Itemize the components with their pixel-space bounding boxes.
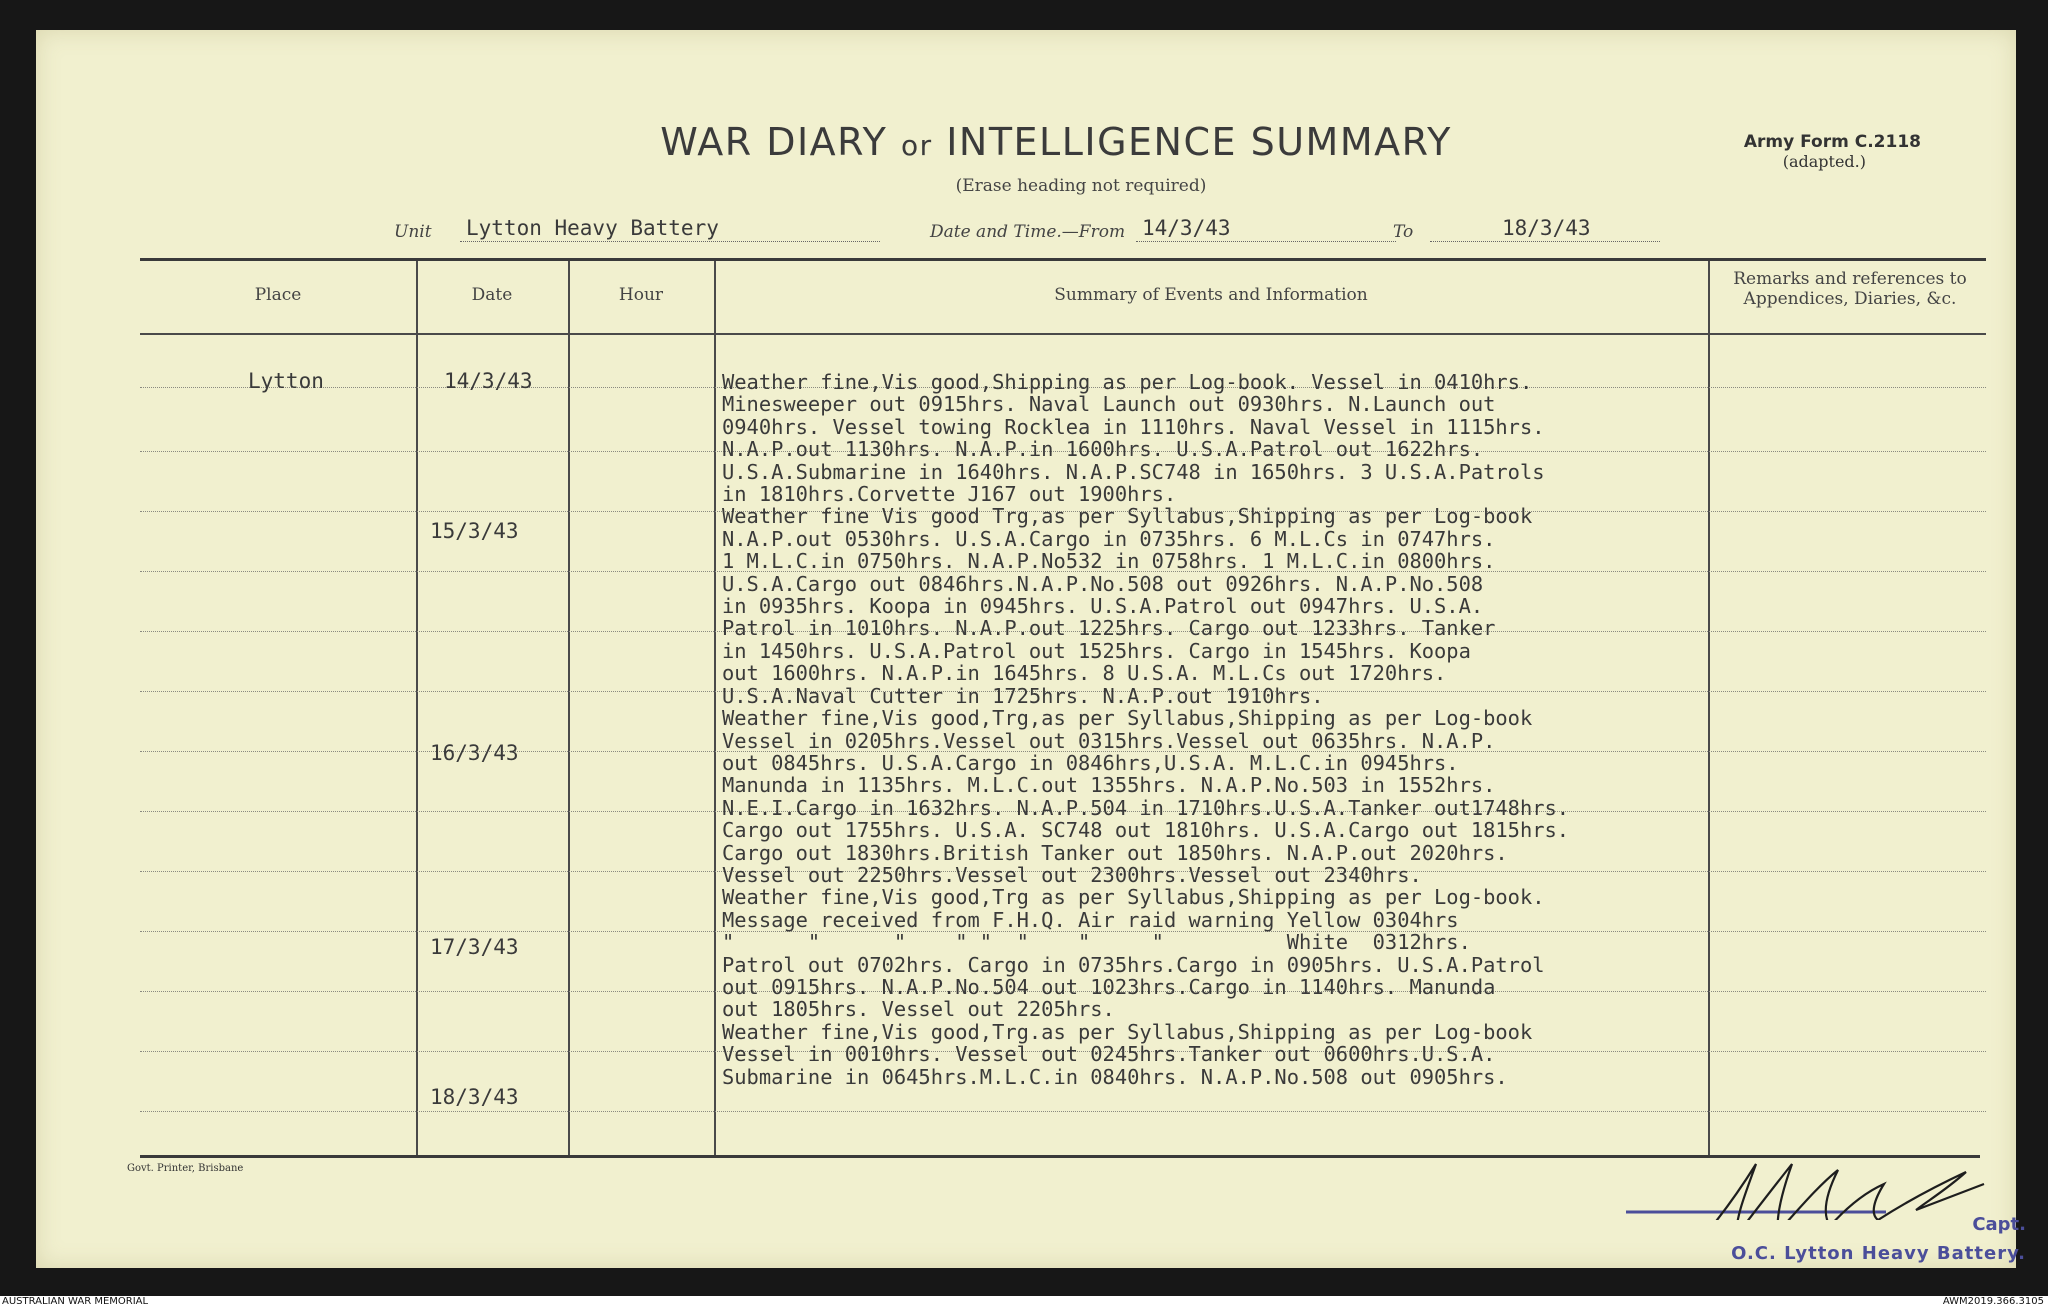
unit-value: Lytton Heavy Battery	[460, 216, 880, 242]
handwritten-signature	[1586, 1140, 2026, 1220]
diary-table	[140, 258, 1986, 1157]
date-cell: 16/3/43	[430, 741, 519, 765]
date-to-value: 18/3/43	[1430, 216, 1660, 242]
archive-name: AUSTRALIAN WAR MEMORIAL	[2, 1296, 149, 1307]
column-header-place: Place	[254, 285, 302, 305]
date-cell: 14/3/43	[444, 369, 533, 393]
archive-footer	[0, 1296, 2048, 1309]
col-divider	[568, 261, 570, 1157]
page-title	[36, 120, 2016, 164]
row-rule	[140, 1111, 1986, 1112]
signature-block	[1586, 1140, 2026, 1280]
column-header-date: Date	[471, 285, 513, 305]
printer-imprint: Govt. Printer, Brisbane	[127, 1163, 244, 1174]
header-rule	[140, 333, 1986, 335]
title-or: or	[900, 129, 933, 162]
signature-rank: Capt.	[1972, 1214, 2026, 1235]
diary-sheet	[36, 30, 2026, 1268]
date-to-label: To	[1393, 222, 1414, 242]
column-header-summary: Summary of Events and Information	[1054, 285, 1368, 305]
col-divider	[714, 261, 716, 1157]
page-subtitle: (Erase heading not required)	[955, 176, 1207, 196]
date-from-label: Date and Time.—From	[930, 222, 1126, 242]
title-rest: INTELLIGENCE SUMMARY	[946, 120, 1452, 164]
place-cell: Lytton	[248, 369, 324, 393]
summary-entries: Weather fine,Vis good,Shipping as per Log-book. Vessel in 0410hrs. Minesweeper out 0915hrs. Naval Launch out 0930hrs. N.Launch out 0940hrs. Vessel towing Rocklea in 1110hrs. Naval Vessel in 1115hrs. N.A.P.out 1130hrs. N.A.P.in 1600hrs. U.S.A.Patrol out 1622hrs. U.S.A.Submarine in 1640hrs. N.A.P.SC748 in 1650hrs. 3 U.S.A.Patrols in 1810hrs.Corvette J167 out 1900hrs. Weather fine Vis good Trg,as per Syllabus,Shipping as per Log-book N.A.P.out 0530hrs. U.S.A.Cargo in 0735hrs. 6 M.L.Cs in 0747hrs. 1 M.L.C.in 0750hrs. N.A.P.No532 in 0758hrs. 1 M.L.C.in 0800hrs. U.S.A.Cargo out 0846hrs.N.A.P.No.508 out 0926hrs. N.A.P.No.508 in 0935hrs. Koopa in 0945hrs. U.S.A.Patrol out 0947hrs. U.S.A. Patrol in 1010hrs. N.A.P.out 1225hrs. Cargo out 1233hrs. Tanker in 1450hrs. U.S.A.Patrol out 1525hrs. Cargo in 1545hrs. Koopa out 1600hrs. N.A.P.in 1645hrs. 8 U.S.A. M.L.Cs out 1720hrs. U.S.A.Naval Cutter in 1725hrs. N.A.P.out 1910hrs. Weather fine,Vis good,Trg,as per Syllabus,Shipping as per Log-book Vessel in 0205hrs.Vessel out 0315hrs.Vessel out 0635hrs. N.A.P. out 0845hrs. U.S.A.Cargo in 0846hrs,U.S.A. M.L.C.in 0945hrs. Manunda in 1135hrs. M.L.C.out 1355hrs. N.A.P.No.503 in 1552hrs. N.E.I.Cargo in 1632hrs. N.A.P.504 in 1710hrs.U.S.A.Tanker out1748hrs. Cargo out 1755hrs. U.S.A. SC748 out 1810hrs. U.S.A.Cargo out 1815hrs. Cargo out 1830hrs.British Tanker out 1850hrs. N.A.P.out 2020hrs. Vessel out 2250hrs.Vessel out 2300hrs.Vessel out 2340hrs. Weather fine,Vis good,Trg as per Syllabus,Shipping as per Log-book. Message received from F.H.Q. Air raid warning Yellow 0304hrs " " " " " " " " White 0312hrs. Patrol out 0702hrs. Cargo in 0735hrs.Cargo in 0905hrs. U.S.A.Patrol out 0915hrs. N.A.P.No.504 out 1023hrs.Cargo in 1140hrs. Manunda out 1805hrs. Vessel out 2205hrs. Weather fine,Vis good,Trg.as per Syllabus,Shipping as per Log-book Vessel in 0010hrs. Vessel out 0245hrs.Tanker out 0600hrs.U.S.A. Submarine in 0645hrs.M.L.C.in 0840hrs. N.A.P.No.508 out 0905hrs.	[722, 370, 1570, 1089]
col-divider	[416, 261, 418, 1157]
date-cell: 17/3/43	[430, 935, 519, 959]
unit-label: Unit	[394, 222, 432, 242]
column-header-hour: Hour	[618, 285, 664, 305]
form-adapted: (adapted.)	[1782, 152, 1866, 171]
title-main: WAR DIARY	[660, 120, 888, 164]
date-from-value: 14/3/43	[1136, 216, 1396, 242]
archive-reference: AWM2019.366.3105	[1942, 1296, 2044, 1307]
date-cell: 18/3/43	[430, 1085, 519, 1109]
signature-title: O.C. Lytton Heavy Battery.	[1731, 1243, 2026, 1264]
column-header-remarks: Remarks and references to Appendices, Diaries, &c.	[1733, 269, 1967, 309]
form-number: Army Form C.2118	[1743, 132, 1921, 152]
date-cell: 15/3/43	[430, 519, 519, 543]
